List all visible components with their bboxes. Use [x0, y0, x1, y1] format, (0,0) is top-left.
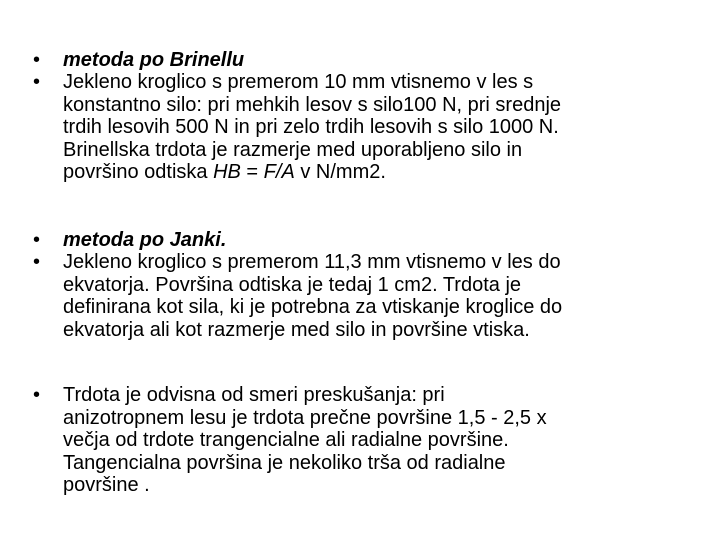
brinell-line-4: Brinellska trdota je razmerje med uporabljeno silo in [63, 138, 523, 161]
bullet-icon: • [33, 49, 41, 71]
bullet-icon: • [33, 384, 41, 406]
formula-equals: = [240, 161, 264, 183]
brinell-formula-line [63, 161, 693, 184]
formula-fa: F/A [263, 161, 295, 183]
direction-line-2: anizotropnem lesu je trdota prečne površine 1,5 - 2,5 x [63, 406, 547, 429]
janka-line-3: definirana kot sila, ki je potrebna za vtiskanje kroglice do [63, 296, 563, 318]
brinell-line-1: Jekleno kroglico s premerom 10 mm vtisnemo v les s [63, 71, 534, 93]
bullet-item-direction-note [33, 384, 693, 497]
direction-line-3: večja od trdote trangencialne ali radialne površine. [63, 429, 509, 451]
formula-suffix: v N/mm2. [294, 161, 386, 183]
janka-line-4: ekvatorja ali kot razmerje med silo in površine vtiska. [63, 318, 530, 341]
janka-line-1: Jekleno kroglico s premerom 11,3 mm vtisnemo v les do [63, 251, 561, 273]
direction-line-4: Tangencialna površina je nekoliko trša od radialne [63, 451, 506, 474]
bullet-item-brinell-heading [33, 49, 693, 72]
bullet-icon: • [33, 229, 41, 251]
formula-hb: HB [213, 161, 241, 183]
brinell-line-3: trdih lesovih 500 N in pri zelo trdih lesovih s silo 1000 N. [63, 116, 559, 138]
brinell-line-2: konstantno silo: pri mehkih lesov s silo100 N, pri srednje [63, 93, 562, 116]
direction-line-5: površine . [63, 474, 150, 496]
bullet-item-brinell-description [33, 71, 693, 184]
direction-line-1: Trdota je odvisna od smeri preskušanja: pri [63, 384, 445, 406]
bullet-icon: • [33, 251, 41, 273]
heading-brinell: metoda po Brinellu [63, 49, 245, 71]
bullet-item-janka-heading [33, 229, 693, 252]
bullet-icon: • [33, 71, 41, 93]
bullet-item-janka-description [33, 251, 693, 341]
formula-prefix: površino odtiska [63, 161, 214, 183]
heading-janka: metoda po Janki. [63, 229, 227, 251]
janka-line-2: ekvatorja. Površina odtiska je tedaj 1 cm2. Trdota je [63, 273, 522, 296]
